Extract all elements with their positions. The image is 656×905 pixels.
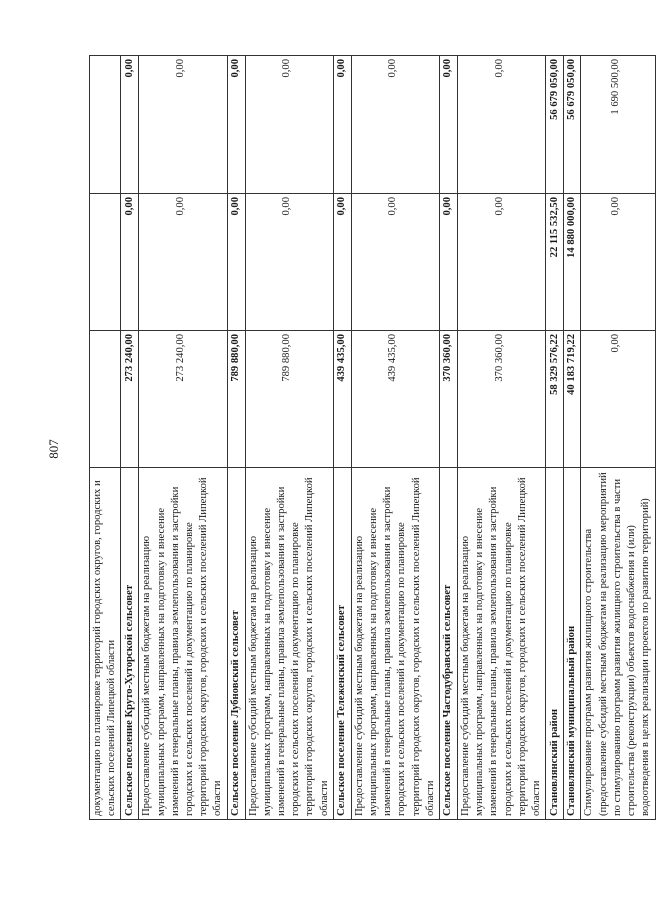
value-col-2: 14 880 000,00 xyxy=(564,194,581,331)
table-row xyxy=(458,56,546,820)
value-col-1 xyxy=(90,331,121,468)
value-col-2: 22 115 532,50 xyxy=(546,194,564,331)
value-col-2: 0,00 xyxy=(458,194,546,331)
value-col-3: 0,00 xyxy=(458,56,546,194)
value-col-3: 0,00 xyxy=(351,56,439,194)
value-col-2: 0,00 xyxy=(121,194,139,331)
value-col-2: 0,00 xyxy=(351,194,439,331)
value-col-1: 273 240,00 xyxy=(139,331,227,468)
value-col-1: 370 360,00 xyxy=(440,331,458,468)
budget-table-rotated xyxy=(89,56,652,820)
table-row xyxy=(581,56,655,820)
value-col-3: 0,00 xyxy=(227,56,245,194)
table-row xyxy=(90,56,121,820)
row-name: Сельское поселение Лубновский сельсовет xyxy=(227,468,245,820)
value-col-3: 1 690 500,00 xyxy=(581,56,655,194)
value-col-1: 273 240,00 xyxy=(121,331,139,468)
value-col-1: 789 880,00 xyxy=(245,331,333,468)
row-name: Предоставление субсидий местным бюджетам на реализацию муниципальных программ, направленных на подготовку и внесение изменений в генеральные планы, правила землепользования и застройки городских и сельских поселений и документацию по планировке территорий городских округов, городских и сельских поселений Липецкой области xyxy=(458,468,546,820)
row-name: Сельское поселение Круто-Хуторской сельсовет xyxy=(121,468,139,820)
value-col-1: 439 435,00 xyxy=(333,331,351,468)
row-name: Стимулирование программ развития жилищного строительства (предоставление субсидий местным бюджетам на реализацию мероприятий по стимулированию программ развития жилищного строительства в части строительства (реконструкции) объектов водоснабжения и (или) водоотведения в целях реализации проектов по развитию территорий) xyxy=(581,468,655,820)
table-row xyxy=(440,56,458,820)
value-col-2: 0,00 xyxy=(440,194,458,331)
value-col-2: 0,00 xyxy=(245,194,333,331)
value-col-3: 56 679 050,00 xyxy=(546,56,564,194)
row-name: документацию по планировке территорий городских округов, городских и сельских поселений Липецкой области xyxy=(90,468,121,820)
value-col-1: 58 329 576,22 xyxy=(546,331,564,468)
table-row xyxy=(121,56,139,820)
value-col-2: 0,00 xyxy=(139,194,227,331)
value-col-2: 0,00 xyxy=(581,194,655,331)
row-name: Сельское поселение Частодубравский сельсовет xyxy=(440,468,458,820)
budget-table xyxy=(89,55,656,820)
row-name: Предоставление субсидий местным бюджетам на реализацию муниципальных программ, направленных на подготовку и внесение изменений в генеральные планы, правила землепользования и застройки городских и сельских поселений и документацию по планировке территорий городских округов, городских и сельских поселений Липецкой области xyxy=(139,468,227,820)
table-row xyxy=(546,56,564,820)
table-row xyxy=(245,56,333,820)
row-name: Становлянский район xyxy=(546,468,564,820)
value-col-1: 439 435,00 xyxy=(351,331,439,468)
value-col-1: 789 880,00 xyxy=(227,331,245,468)
value-col-1: 0,00 xyxy=(581,331,655,468)
value-col-3: 56 679 050,00 xyxy=(564,56,581,194)
row-name: Предоставление субсидий местным бюджетам на реализацию муниципальных программ, направленных на подготовку и внесение изменений в генеральные планы, правила землепользования и застройки городских и сельских поселений и документацию по планировке территорий городских округов, городских и сельских поселений Липецкой области xyxy=(245,468,333,820)
value-col-3: 0,00 xyxy=(440,56,458,194)
table-row xyxy=(351,56,439,820)
table-row xyxy=(333,56,351,820)
value-col-2 xyxy=(90,194,121,331)
value-col-3 xyxy=(90,56,121,194)
row-name: Становлянский муниципальный район xyxy=(564,468,581,820)
row-name: Предоставление субсидий местным бюджетам на реализацию муниципальных программ, направленных на подготовку и внесение изменений в генеральные планы, правила землепользования и застройки городских и сельских поселений и документацию по планировке территорий городских округов, городских и сельских поселений Липецкой области xyxy=(351,468,439,820)
value-col-3: 0,00 xyxy=(245,56,333,194)
table-row xyxy=(227,56,245,820)
page-number: 807 xyxy=(46,439,61,459)
table-row xyxy=(139,56,227,820)
value-col-2: 0,00 xyxy=(227,194,245,331)
value-col-1: 40 183 719,22 xyxy=(564,331,581,468)
value-col-2: 0,00 xyxy=(333,194,351,331)
row-name: Сельское поселение Тележенский сельсовет xyxy=(333,468,351,820)
value-col-3: 0,00 xyxy=(333,56,351,194)
value-col-3: 0,00 xyxy=(139,56,227,194)
value-col-3: 0,00 xyxy=(121,56,139,194)
table-row xyxy=(564,56,581,820)
value-col-1: 370 360,00 xyxy=(458,331,546,468)
